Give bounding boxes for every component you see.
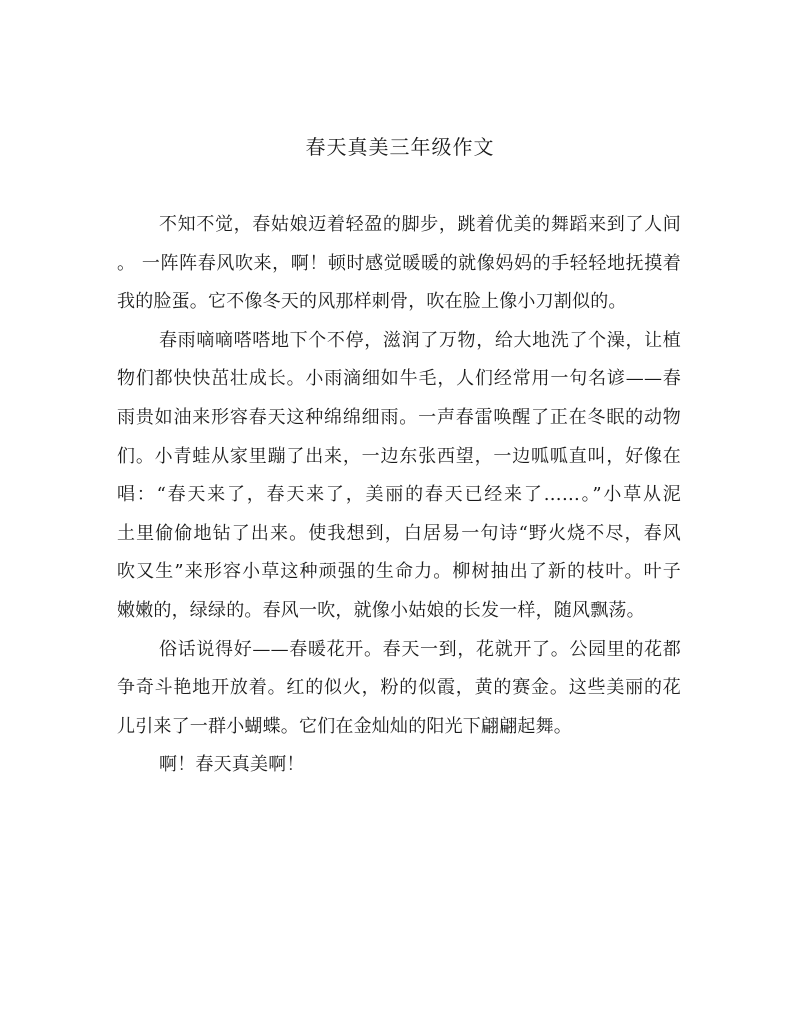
essay-body (117, 210, 681, 789)
paragraph-1-line-1: 不知不觉，春姑娘迈着轻盈的脚步，跳着优美的舞蹈来到了人间 (159, 214, 681, 235)
document-title: 春天真美三年级作文 (305, 135, 495, 159)
paragraph-2-line-2: 物们都快快茁壮成长。小雨滴细如牛毛，人们经常用一句名谚——春 (117, 368, 681, 390)
paragraph-2-line-5: 唱：“春天来了，春天来了，美丽的春天已经来了……。”小草从泥 (117, 484, 681, 506)
paragraph-1-line-3: 我的脸蛋。它不像冬天的风那样刺骨，吹在脸上像小刀割似的。 (117, 291, 627, 313)
paragraph-3-line-1: 俗话说得好——春暖花开。春天一到，花就开了。公园里的花都 (159, 638, 681, 660)
paragraph-3-line-2: 争奇斗艳地开放着。红的似火，粉的似霞，黄的赛金。这些美丽的花 (117, 677, 681, 699)
paragraph-2-line-3: 雨贵如油来形容春天这种绵绵细雨。一声春雷唤醒了正在冬眠的动物 (117, 406, 681, 428)
paragraph-2-line-4: 们。小青蛙从家里蹦了出来，一边东张西望，一边呱呱直叫，好像在 (117, 445, 681, 467)
paragraph-3-line-3: 儿引来了一群小蝴蝶。它们在金灿灿的阳光下翩翩起舞。 (117, 715, 572, 737)
paragraph-2-line-7: 吹又生”来形容小草这种顽强的生命力。柳树抽出了新的枝叶。叶子 (117, 561, 681, 583)
paragraph-4-line-1: 啊！春天真美啊！ (159, 754, 305, 776)
paragraph-2-line-6: 土里偷偷地钻了出来。使我想到，白居易一句诗“野火烧不尽，春风 (117, 522, 681, 544)
paragraph-2-line-1: 春雨嘀嘀嗒嗒地下个不停，滋润了万物，给大地洗了个澡，让植 (159, 329, 681, 351)
paragraph-1-line-2: 。 一阵阵春风吹来，啊！顿时感觉暖暖的就像妈妈的手轻轻地抚摸着 (117, 252, 681, 274)
paragraph-2-line-8: 嫩嫩的，绿绿的。春风一吹，就像小姑娘的长发一样，随风飘荡。 (117, 599, 645, 621)
